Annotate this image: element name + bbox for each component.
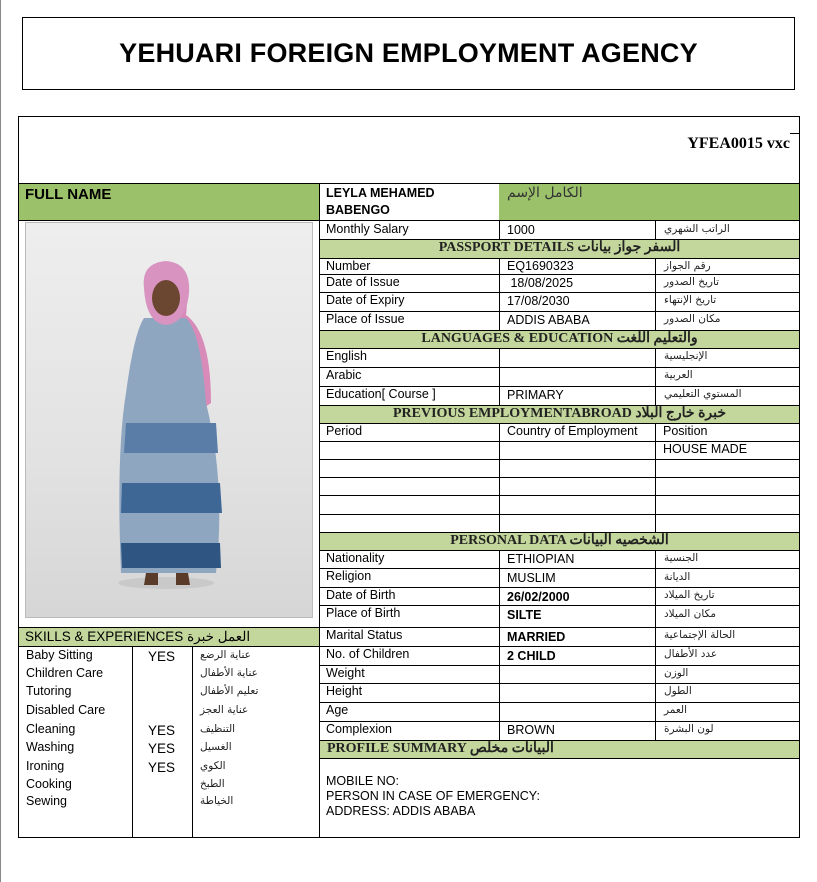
skill-sewing-label: Sewing xyxy=(26,794,67,808)
skill-children-care-label: Children Care xyxy=(26,666,104,680)
skill-ironing-arabic: الكوي xyxy=(200,760,226,772)
education-arabic: المستوي التعليمي xyxy=(664,388,742,400)
employment-row-5-position xyxy=(659,514,797,532)
arabic-value xyxy=(503,367,653,385)
divider-arabic xyxy=(655,220,656,740)
height-value xyxy=(503,683,653,701)
pob-label: Place of Birth xyxy=(326,606,401,620)
marital-value: MARRIED xyxy=(507,630,566,644)
hline xyxy=(319,459,800,460)
skill-disabled-care-value xyxy=(144,703,190,721)
english-arabic: الإنجليسية xyxy=(664,350,708,362)
marital-label: Marital Status xyxy=(326,628,403,642)
employment-row-2-country xyxy=(503,459,653,477)
skill-baby-sitting-label: Baby Sitting xyxy=(26,648,93,662)
issue-place-value: ADDIS ABABA xyxy=(507,313,590,327)
hline xyxy=(319,550,800,551)
issue-date-arabic: تاريخ الصدور xyxy=(664,276,720,288)
employment-row-1-country xyxy=(503,441,653,459)
hline xyxy=(319,740,800,741)
hline xyxy=(319,702,800,703)
issue-date-value: 18/08/2025 xyxy=(507,276,574,290)
hline xyxy=(319,423,800,424)
employment-row-3-period xyxy=(322,477,498,495)
hline xyxy=(319,477,800,478)
complexion-value: BROWN xyxy=(507,723,555,737)
nationality-value: ETHIOPIAN xyxy=(507,552,575,566)
skill-disabled-care-label: Disabled Care xyxy=(26,703,106,717)
english-value xyxy=(503,348,653,366)
education-label: Education[ Course ] xyxy=(326,387,436,401)
hline xyxy=(319,311,800,312)
hline xyxy=(319,514,800,515)
hline xyxy=(319,646,800,647)
arabic-arabic: العربية xyxy=(664,369,693,381)
hline xyxy=(319,605,800,606)
skill-disabled-care-arabic: عناية العجز xyxy=(200,704,249,716)
employment-row-3-country xyxy=(503,477,653,495)
employment-col-period: Period xyxy=(326,424,363,438)
hline xyxy=(319,330,800,331)
hline xyxy=(319,292,800,293)
hline xyxy=(319,239,800,240)
personal-heading: PERSONAL DATA الشخصيه البيانات xyxy=(320,532,799,550)
full-name-value xyxy=(322,183,499,220)
skills-divider-2 xyxy=(192,646,193,838)
dob-arabic: تاريخ الميلاد xyxy=(664,589,715,601)
children-value: 2 CHILD xyxy=(507,649,556,663)
hline xyxy=(319,386,800,387)
skill-ironing-label: Ironing xyxy=(26,759,65,773)
address-line: ADDRESS: ADDIS ABABA xyxy=(326,804,476,818)
employment-col-position: Position xyxy=(663,424,708,438)
children-arabic: عدد الأطفال xyxy=(664,648,718,660)
employment-heading: PREVIOUS EMPLOYMENTABROAD خبرة خارج البلاد xyxy=(320,405,799,424)
hline xyxy=(319,758,800,759)
hline xyxy=(319,721,800,722)
issue-date-label: Date of Issue xyxy=(326,275,400,289)
weight-label: Weight xyxy=(326,666,365,680)
hline xyxy=(319,258,800,259)
mobile-line: MOBILE NO: xyxy=(326,774,399,788)
salary-label: Monthly Salary xyxy=(326,222,409,236)
applicant-photo xyxy=(25,222,313,618)
skill-washing-label: Washing xyxy=(26,740,75,754)
skill-washing-arabic: الغسيل xyxy=(200,741,232,753)
pob-arabic: مكان الميلاد xyxy=(664,608,716,620)
age-label: Age xyxy=(326,703,349,717)
height-label: Height xyxy=(326,684,363,698)
passport-number-value: EQ1690323 xyxy=(507,259,574,273)
nationality-label: Nationality xyxy=(326,551,385,565)
weight-value xyxy=(503,665,653,683)
education-value: PRIMARY xyxy=(507,388,564,402)
employment-row-3-position xyxy=(659,477,797,495)
skill-baby-sitting-arabic: عناية الرضع xyxy=(200,649,251,661)
arabic-label: Arabic xyxy=(326,368,362,382)
religion-value: MUSLIM xyxy=(507,571,556,585)
employment-row-4-period xyxy=(322,496,498,514)
hline xyxy=(319,495,800,496)
hline xyxy=(19,627,319,628)
skills-heading: SKILLS & EXPERIENCES العمل خبرة xyxy=(19,628,319,646)
full-name-arabic: الكامل الإسم xyxy=(499,183,799,220)
dob-label: Date of Birth xyxy=(326,588,396,602)
hline xyxy=(319,532,800,533)
salary-value: 1000 xyxy=(507,223,535,237)
hline xyxy=(19,183,800,184)
reference-tick xyxy=(790,133,800,134)
complexion-arabic: لون البشرة xyxy=(664,723,714,735)
employment-row-2-period xyxy=(322,459,498,477)
hline xyxy=(319,441,800,442)
employment-row-4-country xyxy=(503,496,653,514)
skill-ironing-value: YES xyxy=(148,760,176,775)
hline xyxy=(319,665,800,666)
agency-title: YEHUARI FOREIGN EMPLOYMENT AGENCY xyxy=(22,17,795,90)
complexion-label: Complexion xyxy=(326,722,393,736)
skills-divider-1 xyxy=(132,646,133,838)
hline xyxy=(19,220,800,221)
passport-heading: PASSPORT DETAILS السفر جواز بيانات xyxy=(320,239,799,258)
religion-label: Religion xyxy=(326,569,372,583)
pob-value: SILTE xyxy=(507,608,542,622)
passport-number-label: Number xyxy=(326,259,371,273)
skill-cleaning-label: Cleaning xyxy=(26,722,76,736)
skill-cleaning-arabic: التنظيف xyxy=(200,723,236,735)
hline xyxy=(319,627,800,628)
height-arabic: الطول xyxy=(664,685,692,697)
expiry-date-value: 17/08/2030 xyxy=(507,294,570,308)
applicant-figure xyxy=(26,223,312,617)
skill-sewing-value xyxy=(144,794,190,812)
divider-value xyxy=(499,220,500,740)
skill-cleaning-value: YES xyxy=(148,723,176,738)
full-name-label: FULL NAME xyxy=(19,183,319,220)
expiry-date-arabic: تاريخ الإنتهاء xyxy=(664,294,717,306)
issue-place-label: Place of Issue xyxy=(326,312,405,326)
employment-row-1-period xyxy=(322,441,498,459)
employment-row-2-position xyxy=(659,459,797,477)
page-edge xyxy=(0,0,1,882)
skill-tutoring-arabic: تعليم الأطفال xyxy=(200,685,259,697)
employment-row-1-position: HOUSE MADE xyxy=(663,442,748,456)
employment-row-4-position xyxy=(659,496,797,514)
marital-arabic: الحالة الإجتماعية xyxy=(664,629,736,641)
full-name-line2: BABENGO xyxy=(326,203,390,217)
hline xyxy=(319,568,800,569)
emergency-line: PERSON IN CASE OF EMERGENCY: xyxy=(326,789,540,803)
salary-arabic: الراتب الشهري xyxy=(664,223,730,235)
languages-heading: LANGUAGES & EDUCATION والتعليم اللغت xyxy=(320,330,799,349)
employment-col-country: Country of Employment xyxy=(507,424,638,438)
skill-cooking-arabic: الطبخ xyxy=(200,778,225,790)
profile-heading: PROFILE SUMMARY البيانات مخلص xyxy=(320,740,799,758)
employment-row-5-period xyxy=(322,514,498,532)
skill-cooking-value xyxy=(144,777,190,795)
full-name-line1: LEYLA MEHAMED xyxy=(326,186,435,200)
age-value xyxy=(503,702,653,720)
hline xyxy=(319,683,800,684)
skill-cooking-label: Cooking xyxy=(26,777,72,791)
issue-place-arabic: مكان الصدور xyxy=(664,313,721,325)
expiry-date-label: Date of Expiry xyxy=(326,293,405,307)
skill-tutoring-value xyxy=(144,684,190,702)
children-label: No. of Children xyxy=(326,647,410,661)
employment-row-5-country xyxy=(503,514,653,532)
nationality-arabic: الجنسية xyxy=(664,552,699,564)
hline xyxy=(319,348,800,349)
hline xyxy=(319,274,800,275)
skill-sewing-arabic: الخياطة xyxy=(200,795,234,807)
skill-washing-value: YES xyxy=(148,741,176,756)
skill-tutoring-label: Tutoring xyxy=(26,684,72,698)
age-arabic: العمر xyxy=(664,704,688,716)
dob-value: 26/02/2000 xyxy=(507,590,570,604)
english-label: English xyxy=(326,349,367,363)
weight-arabic: الوزن xyxy=(664,667,689,679)
hline xyxy=(319,587,800,588)
reference-number: YFEA0015 vxc xyxy=(687,135,790,152)
religion-arabic: الديانة xyxy=(664,571,691,583)
hline xyxy=(319,405,800,406)
skill-children-care-arabic: عناية الأطفال xyxy=(200,667,258,679)
skill-baby-sitting-value: YES xyxy=(148,649,176,664)
skill-children-care-value xyxy=(144,666,190,684)
passport-number-arabic: رقم الجواز xyxy=(664,260,711,272)
hline xyxy=(319,367,800,368)
